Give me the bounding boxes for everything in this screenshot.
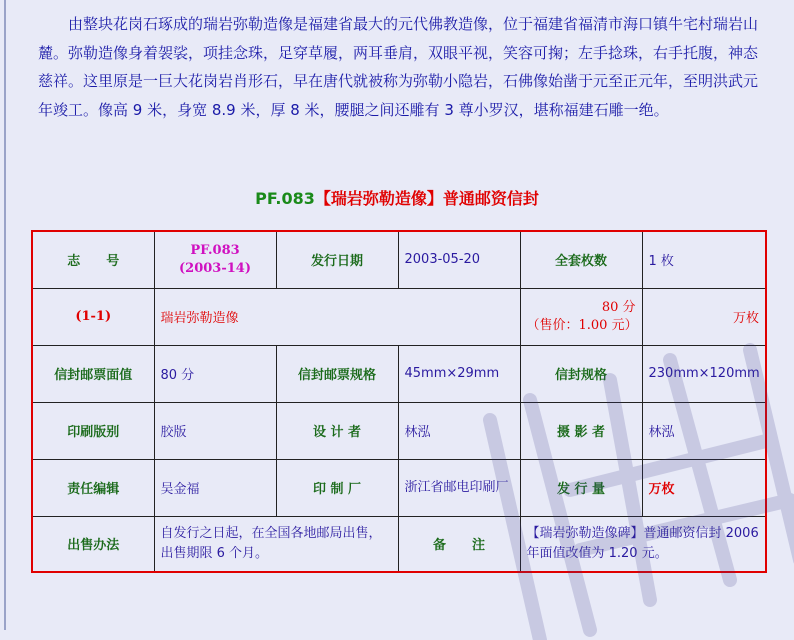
index-cell: (1-1) — [32, 288, 154, 345]
title-code: PF.083 — [255, 189, 315, 208]
label-cell: 印刷版别 — [32, 402, 154, 459]
value-cell: 1 枚 — [642, 231, 766, 288]
value-cell: 林泓 — [398, 402, 520, 459]
table-row — [32, 459, 766, 516]
value-cell: 万枚 — [642, 459, 766, 516]
code-cell — [154, 231, 276, 288]
table-row — [32, 288, 766, 345]
label-cell: 摄 影 者 — [520, 402, 642, 459]
label-cell: 设 计 者 — [276, 402, 398, 459]
title-name: 【瑞岩弥勒造像】普通邮资信封 — [314, 189, 539, 208]
label-cell: 志 号 — [32, 231, 154, 288]
price-cell — [520, 288, 642, 345]
table-row — [32, 345, 766, 402]
value-cell: 45mm×29mm — [398, 345, 520, 402]
value-cell: 浙江省邮电印刷厂 — [398, 459, 520, 516]
value-cell: 自发行之日起，在全国各地邮局出售，出售期限 6 个月。 — [154, 516, 398, 572]
label-cell: 责任编辑 — [32, 459, 154, 516]
value-cell: 230mm×120mm — [642, 345, 766, 402]
table-row — [32, 402, 766, 459]
page-title — [0, 186, 794, 209]
price-value: 80 分 — [601, 299, 636, 315]
label-cell: 发行日期 — [276, 231, 398, 288]
value-cell: 胶版 — [154, 402, 276, 459]
info-table — [31, 230, 767, 573]
label-cell: 备 注 — [398, 516, 520, 572]
value-cell: 【瑞岩弥勒造像碑】普通邮资信封 2006 年面值改值为 1.20 元。 — [520, 516, 766, 572]
left-rule — [4, 0, 6, 630]
intro-paragraph: 由整块花岗石琢成的瑞岩弥勒造像是福建省最大的元代佛教造像，位于福建省福清市海口镇牛宅村瑞岩山麓。弥勒造像身着袈裟，项挂念珠，足穿草履，两耳垂肩，双眼平视，笑容可掬；左手捻珠，右手托腹，神态慈祥。这里原是一巨大花岗岩肖形石，早在唐代就被称为弥勒小隐岩，石佛像始凿于元至正元年，至明洪武元年竣工。像高 9 米，身宽 8.9 米，厚 8 米，腰腿之间还雕有 3 尊小罗汉，堪称福建石雕一绝。 — [38, 15, 759, 119]
value-cell: 2003-05-20 — [398, 231, 520, 288]
stamp-year-code: (2003-14) — [179, 260, 251, 276]
table-row — [32, 516, 766, 572]
stamp-code: PF.083 — [190, 242, 240, 258]
label-cell: 印 制 厂 — [276, 459, 398, 516]
value-cell: 吴金福 — [154, 459, 276, 516]
sale-price: （售价：1.00 元） — [526, 317, 638, 333]
label-cell: 发 行 量 — [520, 459, 642, 516]
label-cell: 信封邮票规格 — [276, 345, 398, 402]
value-cell: 林泓 — [642, 402, 766, 459]
label-cell: 信封邮票面值 — [32, 345, 154, 402]
label-cell: 出售办法 — [32, 516, 154, 572]
value-cell: 80 分 — [154, 345, 276, 402]
stamp-name-cell: 瑞岩弥勒造像 — [154, 288, 520, 345]
label-cell: 全套枚数 — [520, 231, 642, 288]
table-row — [32, 231, 766, 288]
quantity-cell: 万枚 — [642, 288, 766, 345]
label-cell: 信封规格 — [520, 345, 642, 402]
